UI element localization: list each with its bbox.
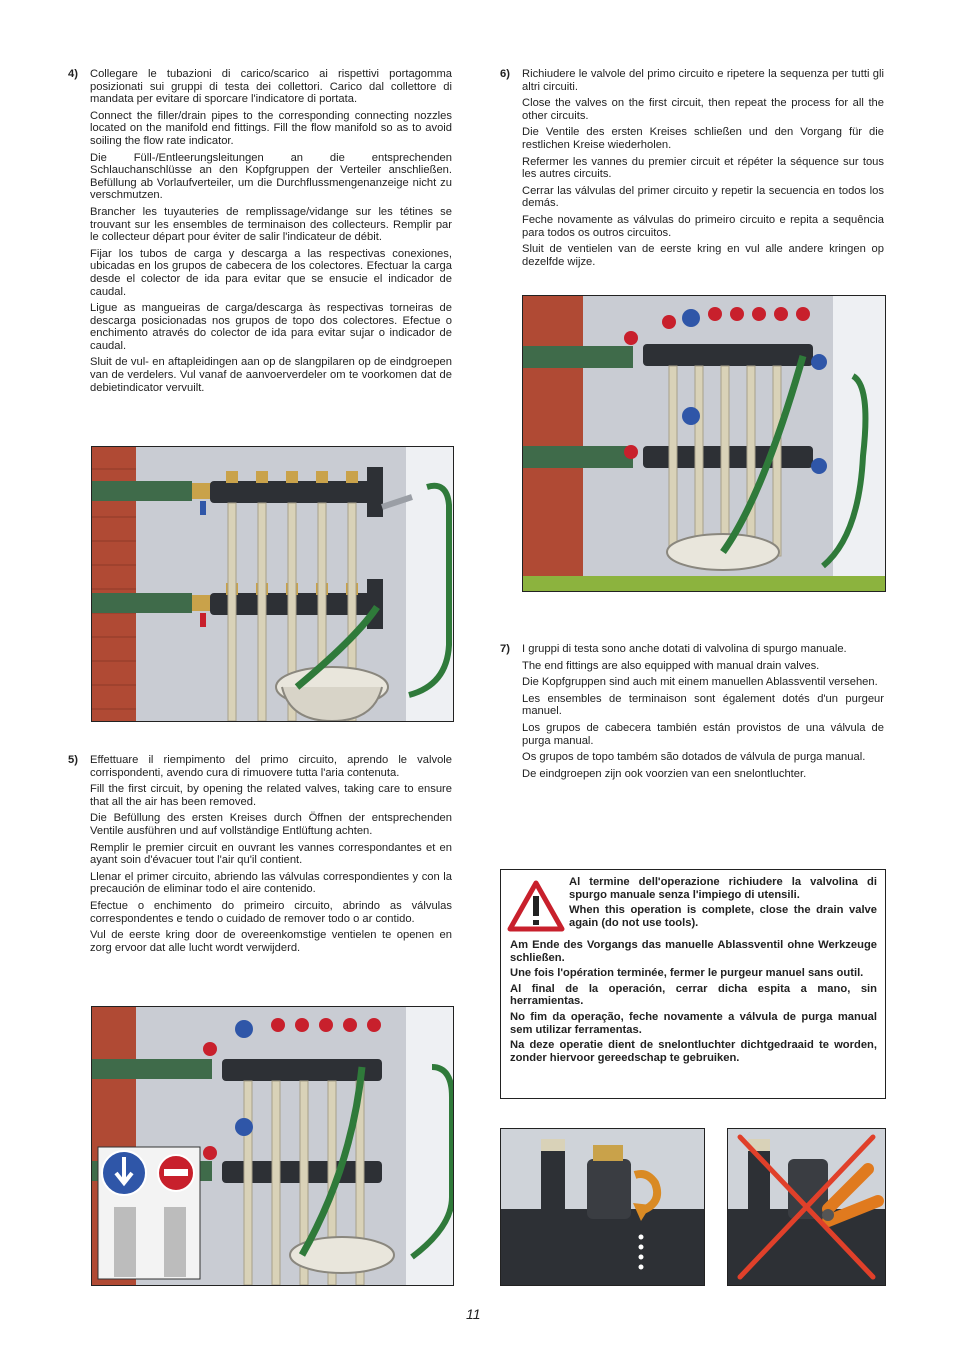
step-6-fr: Refermer les vannes du premier circuit et répéter la séquence sur tous les autres circuits. [522, 155, 884, 181]
step-4-it: Collegare le tubazioni di carico/scarico ai rispettivi portagomma posizionati sui gruppi di testa dei collettori. Carico dal collettore di mandata per evitare di sporcare l'indicatore di portata. [90, 68, 452, 106]
warning-es: Al final de la operación, cerrar dicha espita a mano, sin herramientas. [510, 982, 877, 1008]
step-5-es: Llenar el primer circuito, abriendo las válvulas correspondientes y con la precaución de eliminar todo el aire contenido. [90, 870, 452, 896]
step-5-text [90, 754, 452, 958]
warning-text-top [569, 876, 877, 932]
repeat-circuits-illustration-svg [523, 296, 885, 591]
step-7-es: Los grupos de cabecera también están provistos de una válvula de purga manual. [522, 721, 884, 747]
step-4-es: Fijar los tubos de carga y descarga a las respectivas conexiones, ubicadas en los grupos de cabecera de los colectores. Efectuar la carga desde el colector de ida para evitar que se ensucie el indicador de caudal. [90, 247, 452, 298]
warning-de: Am Ende des Vorgangs das manuelle Ablassventil ohne Werkzeuge schließen. [510, 939, 877, 964]
step-4-text [90, 68, 452, 398]
step-6-text [522, 68, 884, 272]
warning-it: Al termine dell'operazione richiudere la valvolina di spurgo manuale senza l'impiego di utensili. [569, 876, 877, 901]
warning-en: When this operation is complete, close the drain valve again (do not use tools). [569, 904, 877, 929]
warning-fr: Une fois l'opération terminée, fermer le purgeur manuel sans outil. [510, 967, 864, 980]
step-5-pt: Efectue o enchimento do primeiro circuito, abrindo as válvulas correspondentes e tendo o cuidado de remover todo o ar contido. [90, 899, 452, 925]
step-6-number: 6) [500, 68, 510, 80]
step-6-nl: Sluit de ventielen van de eerste kring en vul alle andere kringen op dezelfde wijze. [522, 243, 884, 268]
manifold-illustration-svg [92, 447, 453, 721]
step-6-es: Cerrar las válvulas del primer circuito y repetir la secuencia en todos los demás. [522, 184, 884, 210]
step-4-en: Connect the filler/drain pipes to the corresponding connecting nozzles located on the manifold end fittings. Fill the flow manifold so as to avoid soiling the flow rate indicator. [90, 109, 452, 147]
step-5-fr: Remplir le premier circuit en ouvrant les vannes correspondantes et en ayant soin d'évacuer tout l'air qu'il contient. [90, 841, 452, 867]
step-7-en: The end fittings are also equipped with manual drain valves. [522, 659, 820, 672]
step-7-fr: Les ensembles de terminaison sont également dotés d'un purgeur manuel. [522, 692, 884, 718]
warning-text-rest [510, 939, 877, 1067]
drain-valve-no-tools-svg [728, 1129, 885, 1285]
step-7-de: Die Kopfgruppen sind auch mit einem manuellen Ablassventil versehen. [522, 676, 878, 689]
illustration-step-4-manifold-hose [91, 446, 454, 722]
warning-box [500, 869, 886, 1099]
warning-pt: No fim da operação, feche novamente a válvula de purga manual sem utilizar ferramentas. [510, 1010, 877, 1036]
step-4-pt: Ligue as mangueiras de carga/descarga às respectivas torneiras de descarga posicionadas nos grupos de topo dos colectores. Efectue o enchimento através do colector de ida para evitar sujar o indicador de caudal. [90, 302, 452, 352]
step-4-de: Die Füll-/Entleerungsleitungen an die entsprechenden Schlauchanschlüsse an den Kopfgruppen der Verteiler anschließen. Befüllung ab Vorlaufverteiler, um die Durchflussmengenanzeige nicht zu verschmutzen. [90, 151, 452, 202]
step-6-it: Richiudere le valvole del primo circuito e ripetere la sequenza per tutti gli altri circuiti. [522, 68, 884, 93]
step-4-nl: Sluit de vul- en aftapleidingen aan op de slangpilaren op de eindgroepen van de verdelers. Vul vanaf de aanvoerverdeler om te voorkomen dat de debietindicator vervuilt. [90, 356, 452, 394]
step-5-en: Fill the first circuit, by opening the related valves, taking care to ensure that all the air has been removed. [90, 783, 452, 808]
step-7-nl: De eindgroepen zijn ook voorzien van een snelontluchter. [522, 767, 807, 780]
step-4-number: 4) [68, 68, 78, 80]
step-5-it: Effettuare il riempimento del primo circuito, aprendo le valvole corrispondenti, avendo cura di rimuovere tutta l'aria contenuta. [90, 754, 452, 779]
fill-circuit-illustration-svg [92, 1007, 453, 1285]
step-6-en: Close the valves on the first circuit, then repeat the process for all the other circuits. [522, 97, 884, 122]
step-6-de: Die Ventile des ersten Kreises schließen und den Vorgang für die restlichen Kreise wiederholen. [522, 126, 884, 151]
step-5-number: 5) [68, 754, 78, 766]
drain-valve-hand-svg [501, 1129, 704, 1285]
step-7-number: 7) [500, 643, 510, 655]
warning-nl: Na deze operatie dient de snelontluchter dichtgedraaid te worden, zonder hiervoor gereedschap te gebruiken. [510, 1039, 877, 1064]
step-7-it: I gruppi di testa sono anche dotati di valvolina di spurgo manuale. [522, 643, 847, 655]
illustration-step-6-repeat-circuits [522, 295, 886, 592]
step-7-pt: Os grupos de topo também são dotados de válvula de purga manual. [522, 751, 866, 764]
step-7-text [522, 643, 884, 784]
illustration-drain-valve-no-tools [727, 1128, 886, 1286]
illustration-drain-valve-by-hand [500, 1128, 705, 1286]
step-6-pt: Feche novamente as válvulas do primeiro circuito e repita a sequência para todos os outros circuitos. [522, 213, 884, 239]
step-5-de: Die Befüllung des ersten Kreises durch Öffnen der entsprechenden Ventile ausführen und auf vollständige Entlüftung achten. [90, 812, 452, 837]
step-5-nl: Vul de eerste kring door de overeenkomstige ventielen te openen en zorg ervoor dat alle lucht wordt verwijderd. [90, 929, 452, 954]
illustration-step-5-fill-first-circuit [91, 1006, 454, 1286]
step-4-fr: Brancher les tuyauteries de remplissage/vidange sur les tétines se trouvant sur les ensembles de terminaison des collecteurs. Remplir par le collecteur départ pour éviter de salir l'indicateur de débit. [90, 205, 452, 244]
warning-triangle-icon [507, 880, 565, 932]
page-number: 11 [466, 1306, 481, 1322]
